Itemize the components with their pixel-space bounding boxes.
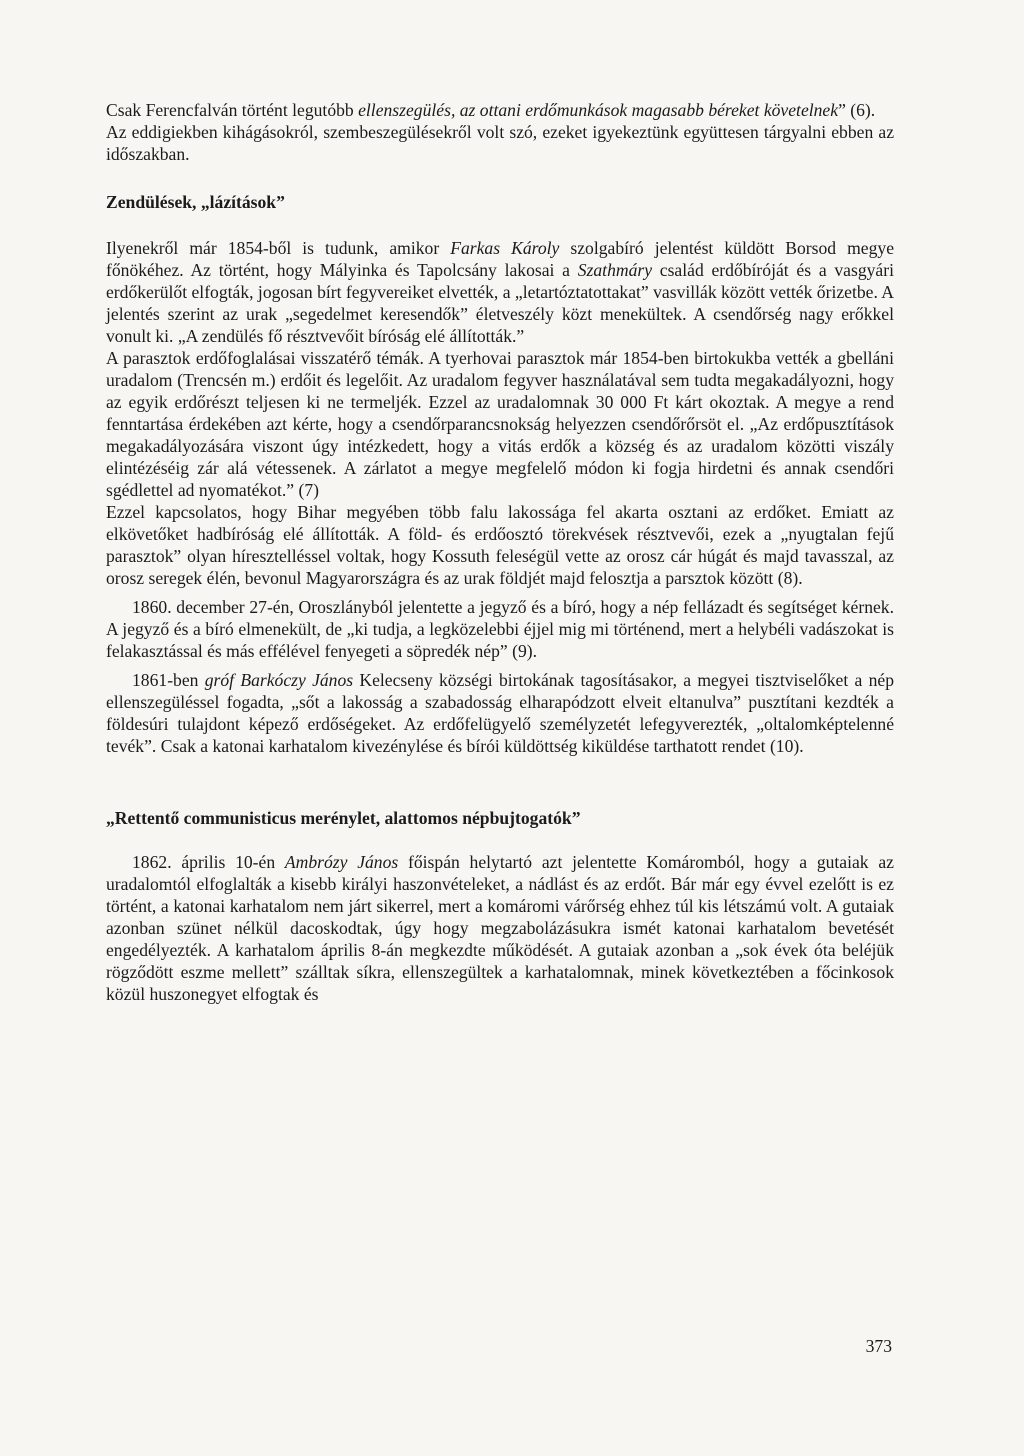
italic-text: ellenszegülés, az ottani erdőmunkások magasabb béreket követelnek xyxy=(358,100,839,120)
text-run: Ezzel kapcsolatos, hogy Bihar megyében több falu lakossága fel akarta osztani az erdőket. Emiatt az elkövetőket hadbíróság elé állították. A föld- és erdőosztó törekvések résztvevői, ezek a „nyugtalan fejű parasztok” olyan híresztelléssel voltak, hogy Kossuth feleségül vette az orosz cár húgát és majd tavasszal, az orosz seregek élén, bevonul Magyarországra és az urak földjét majd felosztja a parsztok között (8). xyxy=(106,502,894,588)
text-run: 1862. április 10-én xyxy=(132,852,285,872)
paragraph xyxy=(106,121,894,165)
text-run: Csak Ferencfalván történt legutóbb xyxy=(106,100,359,120)
text-run: A parasztok erdőfoglalásai visszatérő témák. A tyerhovai parasztok már 1854-ben birtokukba vették a gbelláni uradalom (Trencsén m.) erdőit és legelőit. Az uradalom fegyver használatával sem tudta megakadályozni, hogy az egyik erdőrészt teljesen ki ne termeljék. Ezzel az uradalomnak 30 000 Ft kárt okoztak. A megye a rend fenntartása érdekében azt kérte, hogy a csendőrparancsnokság helyezzen csendőrőrsöt el. „Az erdőpusztítások megakadályozására viszont úgy intézkedett, hogy a vitás erdők a község és az uradalom közötti viszály elintézéséig zár alá vétessenek. A zárlatot a megye megfelelő módon ki fogja hirdetni és annak csendőri sgédlettel ad nyomatékot.” (7) xyxy=(106,348,894,500)
paragraph xyxy=(106,596,894,662)
italic-text: Farkas Károly xyxy=(450,238,560,258)
text-run: Kelecseny községi birtokának tagosításakor, a megyei tisztviselőket a nép ellenszegüléssel fogadta, „sőt a lakosság a szabadosság elharapódzott elveit eltanulva” pusztítani kezdték a földesúri tulajdont képező erdőségeket. Az erdőfelügyelő személyzetét lefegyverezték, „oltalomképtelenné tevék”. Csak a katonai karhatalom kivezénylése és bírói küldöttség kiküldése tarthatott rendet (10). xyxy=(106,670,894,756)
paragraph xyxy=(106,99,894,121)
paragraph xyxy=(106,669,894,757)
text-run: Az eddigiekben kihágásokról, szembeszegülésekről volt szó, ezeket igyekeztünk együttesen tárgyalni ebben az időszakban. xyxy=(106,122,894,164)
paragraph xyxy=(106,851,894,1005)
paragraph xyxy=(106,237,894,347)
page-number: 373 xyxy=(865,1336,892,1356)
section-heading: „Rettentő communisticus merénylet, alattomos népbujtogatók” xyxy=(106,808,581,828)
paragraph xyxy=(106,501,894,589)
italic-text: Ambrózy János xyxy=(284,852,399,872)
text-run: Ilyenekről már 1854-ből is tudunk, amikor xyxy=(106,238,451,258)
text-run: ” (6). xyxy=(838,100,876,120)
text-run: szolgabíró jelentést küldött Borsod megye főnökéhez. Az történt, hogy Mályinka és Tapolcsány lakosai a xyxy=(106,238,895,280)
text-run: főispán helytartó azt jelentette Komáromból, hogy a gutaiak az uradalomtól elfoglalták a kisebb királyi haszonvételeket, a nádlást és az erdőt. Bár már egy évvel ezelőtt is ez történt, a katonai karhatalom nem járt sikerrel, mert a komáromi várőrség ehhez túl kis létszámú volt. A gutaiak azonban szünet nélkül dacoskodtak, úgy hogy megzabolázásukra ismét katonai karhatalom bevetését engedélyezték. A karhatalom április 8-án megkezdte működését. A gutaiak azonban a „sok évek óta beléjük rögződött eszme mellett” szálltak síkra, ellenszegültek a karhatalomnak, minek következtében a főcinkosok közül huszonegyet elfogtak és xyxy=(106,852,894,1004)
section-heading: Zendülések, „lázítások” xyxy=(106,192,285,212)
paragraph xyxy=(106,347,894,501)
italic-text: gróf Barkóczy János xyxy=(204,670,354,690)
text-run: 1860. december 27-én, Oroszlányból jelentette a jegyző és a bíró, hogy a nép fellázadt és segítséget kérnek. A jegyző és a bíró elmenekült, de „ki tudja, a legközelebbi éjjel mig mi történend, mert a helybéli vadászokat is felakasztással és más effélével fenyegeti a söpredék nép” (9). xyxy=(106,597,894,661)
text-run: család erdőbíróját és a vasgyári erdőkerülőt elfogták, jogosan bírt fegyvereiket elvették, a „letartóztatottakat” vasvillák között vették őrizetbe. A jelentés szerint az urak „segedelmet keresendők” életveszély közt menekültek. A csendőrség nagy erőkkel vonult ki. „A zendülés fő résztvevőit bíróság elé állították.” xyxy=(106,260,894,346)
italic-text: Szathmáry xyxy=(577,260,653,280)
text-run: 1861-ben xyxy=(132,670,205,690)
